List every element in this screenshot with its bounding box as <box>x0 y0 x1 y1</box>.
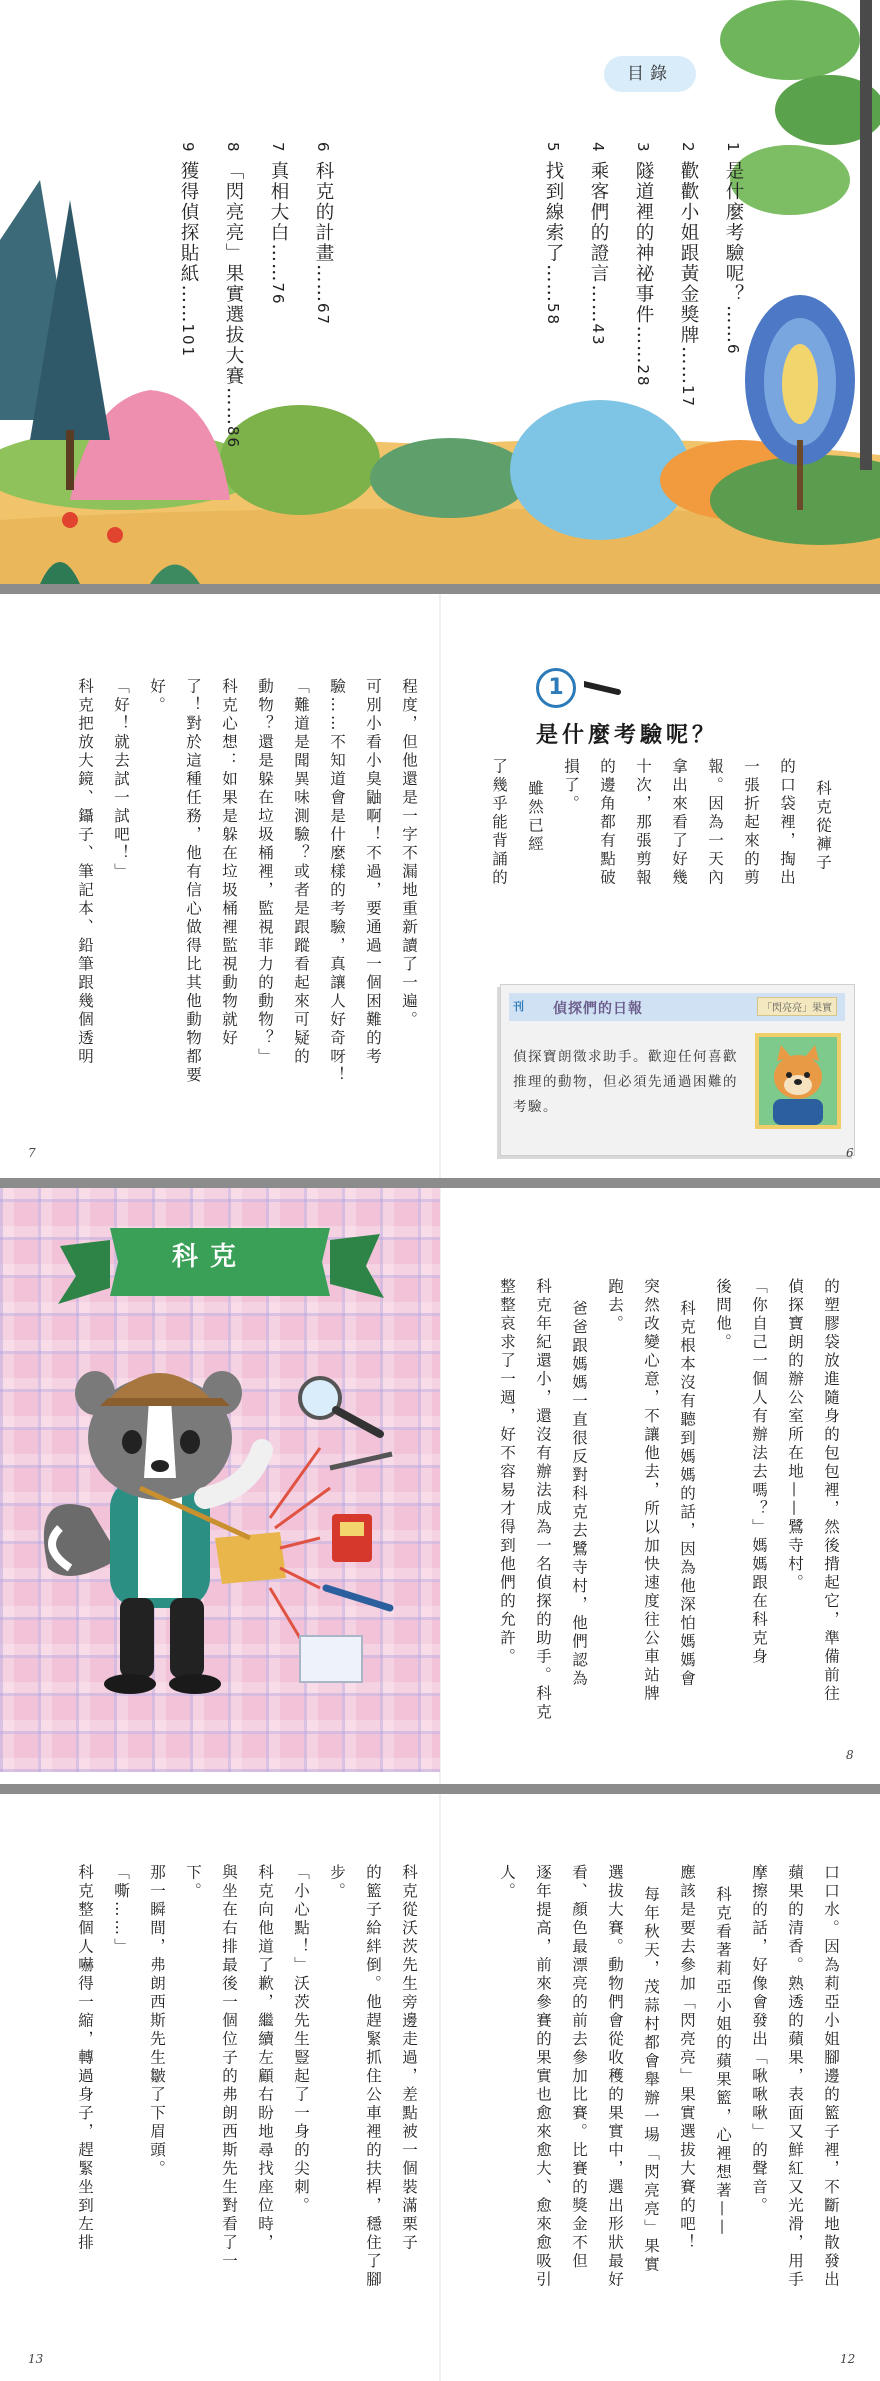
text-column: 科克根本沒有聽到媽媽的話，因為他深怕媽媽會 <box>678 1300 696 1689</box>
text-column: 了！對於這種任務，他有信心做得比其他動物都要 <box>184 678 202 1085</box>
text-column: 「好！就去試一試吧！」 <box>112 678 130 882</box>
text-column: 後問他。 <box>714 1278 732 1352</box>
text-column: 可別小看小臭鼬啊！不過，要通過一個困難的考 <box>364 678 382 1067</box>
detective-photo <box>755 1033 841 1129</box>
text-column: 那一瞬間，弗朗西斯先生皺了下眉頭。 <box>148 1864 166 2179</box>
text-column: 報。因為一天內 <box>706 758 724 888</box>
newspaper-masthead: 偵探們的日報 <box>553 1001 643 1017</box>
text-column: 蘋果的清香。熟透的蘋果，表面又鮮紅又光滑，用手 <box>786 1864 804 2290</box>
page-number: 7 <box>28 1146 36 1160</box>
text-column: 整整哀求了一週，好不容易才得到他們的允許。 <box>498 1278 516 1667</box>
text-column: 動物？還是躲在垃圾桶裡，監視菲力的動物？」 <box>256 678 274 1067</box>
text-column: 與坐在右排最後一個位子的弗朗西斯先生對看了一 <box>220 1864 238 2271</box>
text-column: 「小心點！」沃茨先生豎起了一身的尖刺。 <box>292 1864 310 2216</box>
toc-landscape-illustration <box>0 0 880 584</box>
text-column: 的邊角都有點破 <box>598 758 616 888</box>
kerk-skunk-character <box>0 1188 440 1772</box>
text-column: 看、顏色最漂亮的前去參加比賽。比賽的獎金不但 <box>570 1864 588 2271</box>
toc-entry-4[interactable]: 4 乘客們的證言……43 <box>588 142 609 347</box>
page-number: 12 <box>840 2352 856 2366</box>
newspaper-tag: 「閃亮亮」果實 <box>757 997 837 1016</box>
text-column: 科克看著莉亞小姐的蘋果籃，心裡想著—— <box>714 1886 732 2238</box>
page-number: 8 <box>846 1748 854 1762</box>
toc-entry-1[interactable]: 1 是什麼考驗呢？……6 <box>723 142 744 356</box>
text-column: 科克從沃茨先生旁邊走過，差點被一個裝滿栗子 <box>400 1864 418 2253</box>
page-number: 13 <box>28 2352 44 2366</box>
text-column: 程度，但他還是一字不漏地重新讀了一遍。 <box>400 678 418 1030</box>
toc-entry-5[interactable]: 5 找到線索了……58 <box>543 142 564 327</box>
text-column: 的塑膠袋放進隨身的包包裡，然後揹起它，準備前往 <box>822 1278 840 1704</box>
magnifier-icon <box>584 678 624 698</box>
text-column: 的籃子給絆倒。他趕緊抓住公車裡的扶桿，穩住了腳 <box>364 1864 382 2290</box>
detective-dog-icon <box>759 1037 837 1125</box>
toc-entry-3[interactable]: 3 隧道裡的神祕事件……28 <box>633 142 654 388</box>
text-column: 步。 <box>328 1864 346 1901</box>
toc-entry-7[interactable]: 7 真相大白……76 <box>268 142 289 306</box>
text-column: 好。 <box>148 678 166 715</box>
text-column: 科克整個人嚇得一縮，轉過身子，趕緊坐到左排 <box>76 1864 94 2253</box>
text-column: 每年秋天，茂蒜村都會舉辦一場「閃亮亮」果實 <box>642 1886 660 2275</box>
text-column: 「你自己一個人有辦法去嗎？」媽媽跟在科克身 <box>750 1278 768 1667</box>
text-column: 拿出來看了好幾 <box>670 758 688 888</box>
toc-spread <box>0 0 880 584</box>
text-column: 科克把放大鏡、鑷子、筆記本、鉛筆跟幾個透明 <box>76 678 94 1067</box>
character-illustration-page <box>0 1188 440 1772</box>
spread-pages-7-6 <box>0 594 880 1178</box>
text-column: 驗……不知道會是什麼樣的考驗，真讓人好奇呀！ <box>328 678 346 1085</box>
text-column: 損了。 <box>562 758 580 814</box>
text-column: 一張折起來的剪 <box>742 758 760 888</box>
text-column: 下。 <box>184 1864 202 1901</box>
text-column: 了幾乎能背誦的 <box>490 758 508 888</box>
text-column: 口口水。因為莉亞小姐腳邊的籃子裡，不斷地散發出 <box>822 1864 840 2290</box>
text-column: 爸爸跟媽媽一直很反對科克去鷺寺村，他們認為 <box>570 1300 588 1689</box>
text-column: 十次，那張剪報 <box>634 758 652 888</box>
toc-entry-9[interactable]: 9 獲得偵探貼紙……101 <box>178 142 199 359</box>
text-column: 應該是要去參加「閃亮亮」果實選拔大賽的吧！ <box>678 1864 696 2253</box>
book-gutter <box>439 594 441 1178</box>
text-column: 科克從褲子 <box>814 780 832 873</box>
newspaper-corner: 刊 <box>513 1000 524 1013</box>
text-column: 「難道是聞異味測驗？或者是跟蹤看起來可疑的 <box>292 678 310 1067</box>
newspaper-masthead-bar <box>509 993 845 1021</box>
toc-entry-2[interactable]: 2 歡歡小姐跟黃金獎牌……17 <box>678 142 699 409</box>
text-column: 「嘶……」 <box>112 1864 130 1957</box>
text-column: 雖然已經 <box>526 780 544 854</box>
page-number: 6 <box>846 1146 854 1160</box>
newspaper-clipping <box>500 984 855 1156</box>
chapter-title: 是什麼考驗呢？ <box>536 722 719 748</box>
text-column: 選拔大賽。動物們會從收穫的果實中，選出形狀最好 <box>606 1864 624 2290</box>
chapter-heading <box>536 664 624 712</box>
text-column: 科克心想：如果是躲在垃圾桶裡監視動物就好 <box>220 678 238 1048</box>
chapter-number-badge: 1 <box>536 668 576 708</box>
text-column: 科克年紀還小，還沒有辦法成為一名偵探的助手。科克 <box>534 1278 552 1722</box>
text-column: 科克向他道了歉，繼續左顧右盼地尋找座位時， <box>256 1864 274 2253</box>
toc-entry-6[interactable]: 6 科克的計畫……67 <box>313 142 334 327</box>
text-column: 人。 <box>498 1864 516 1901</box>
text-column: 的口袋裡，掏出 <box>778 758 796 888</box>
text-column: 逐年提高，前來參賽的果實也愈來愈大、愈來愈吸引 <box>534 1864 552 2290</box>
text-column: 跑去。 <box>606 1278 624 1334</box>
newspaper-ad-text: 偵探寶朗徵求助手。歡迎任何喜歡推理的動物，但必須先通過困難的考驗。 <box>513 1049 738 1115</box>
text-column: 偵探寶朗的辦公室所在地——鷺寺村。 <box>786 1278 804 1593</box>
toc-title: 目錄 <box>604 56 696 92</box>
spread-illustration-page-8 <box>0 1188 880 1784</box>
spread-pages-13-12 <box>0 1794 880 2381</box>
book-gutter <box>439 1794 441 2381</box>
character-name-banner: 科克 <box>172 1242 249 1272</box>
text-column: 突然改變心意，不讓他去，所以加快速度往公車站牌 <box>642 1278 660 1704</box>
toc-entry-8[interactable]: 8 「閃亮亮」果實選拔大賽……86 <box>223 142 244 450</box>
text-column: 摩擦的話，好像會發出「啾啾啾」的聲音。 <box>750 1864 768 2216</box>
